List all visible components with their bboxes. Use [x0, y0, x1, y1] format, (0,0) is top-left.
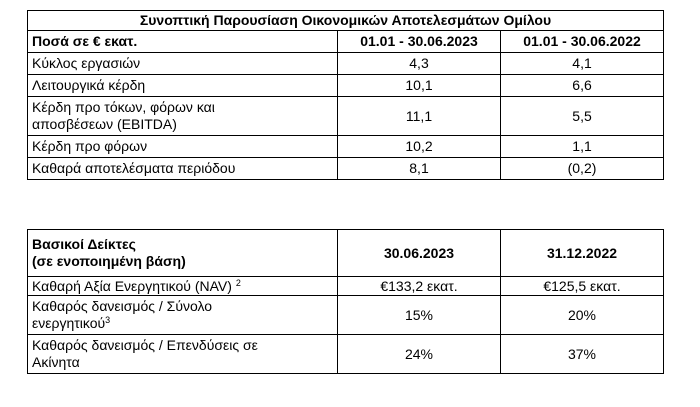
table-header-row [28, 230, 664, 277]
table-row [28, 335, 664, 374]
cell-value: (0,2) [501, 158, 664, 180]
row-label [28, 296, 338, 335]
row-label-text: Καθαρή Αξία Ενεργητικού (NAV) [32, 277, 232, 294]
table-row [28, 97, 664, 136]
header-col-2023: 01.01 - 30.06.2023 [338, 31, 501, 53]
row-label-line1: Καθαρός δανεισμός / Επενδύσεις σε [32, 337, 258, 353]
cell-value: 8,1 [338, 158, 501, 180]
header-label-line2: (σε ενοποιημένη βάση) [32, 253, 186, 269]
cell-value: 4,3 [338, 53, 501, 75]
row-label-line2: ενεργητικού [32, 315, 106, 331]
row-label [28, 277, 338, 296]
header-col-2022: 01.01 - 30.06.2022 [501, 31, 664, 53]
cell-value: 24% [338, 335, 501, 374]
cell-value: 37% [501, 335, 664, 374]
table-row [28, 75, 664, 97]
table-title: Συνοπτική Παρουσίαση Οικονομικών Αποτελεσμάτων Ομίλου [28, 11, 664, 31]
cell-value: €133,2 εκατ. [338, 277, 501, 296]
cell-value: 10,1 [338, 75, 501, 97]
cell-value: 20% [501, 296, 664, 335]
header-col-2022: 31.12.2022 [501, 230, 664, 277]
cell-value: 6,6 [501, 75, 664, 97]
row-label-line1: Καθαρός δανεισμός / Σύνολο [32, 298, 213, 314]
cell-value: 10,2 [338, 136, 501, 158]
cell-value: 11,1 [338, 97, 501, 136]
footnote-marker: 3 [105, 315, 111, 325]
cell-value: 1,1 [501, 136, 664, 158]
cell-value: 5,5 [501, 97, 664, 136]
table-row [28, 158, 664, 180]
cell-value: €125,5 εκατ. [501, 277, 664, 296]
row-label: Κύκλος εργασιών [28, 53, 338, 75]
header-label: Ποσά σε € εκατ. [28, 31, 338, 53]
row-label: Κέρδη προ φόρων [28, 136, 338, 158]
row-label [28, 335, 338, 374]
table-header-row [28, 31, 664, 53]
row-label-line2: αποσβέσεων (EBITDA) [32, 116, 177, 132]
financial-results-table [27, 10, 664, 180]
footnote-marker: 2 [235, 277, 241, 288]
cell-value: 15% [338, 296, 501, 335]
table-title-row [28, 11, 664, 31]
table-row [28, 296, 664, 335]
cell-value: 4,1 [501, 53, 664, 75]
row-label-line1: Κέρδη προ τόκων, φόρων και [32, 99, 215, 115]
table-row [28, 53, 664, 75]
table-row [28, 136, 664, 158]
header-label-line1: Βασικοί Δείκτες [32, 236, 136, 252]
row-label: Λειτουργικά κέρδη [28, 75, 338, 97]
table-row [28, 277, 664, 296]
header-label [28, 230, 338, 277]
row-label: Καθαρά αποτελέσματα περιόδου [28, 158, 338, 180]
header-col-2023: 30.06.2023 [338, 230, 501, 277]
row-label-line2: Ακίνητα [32, 354, 80, 370]
row-label [28, 97, 338, 136]
key-indicators-table [27, 229, 664, 374]
